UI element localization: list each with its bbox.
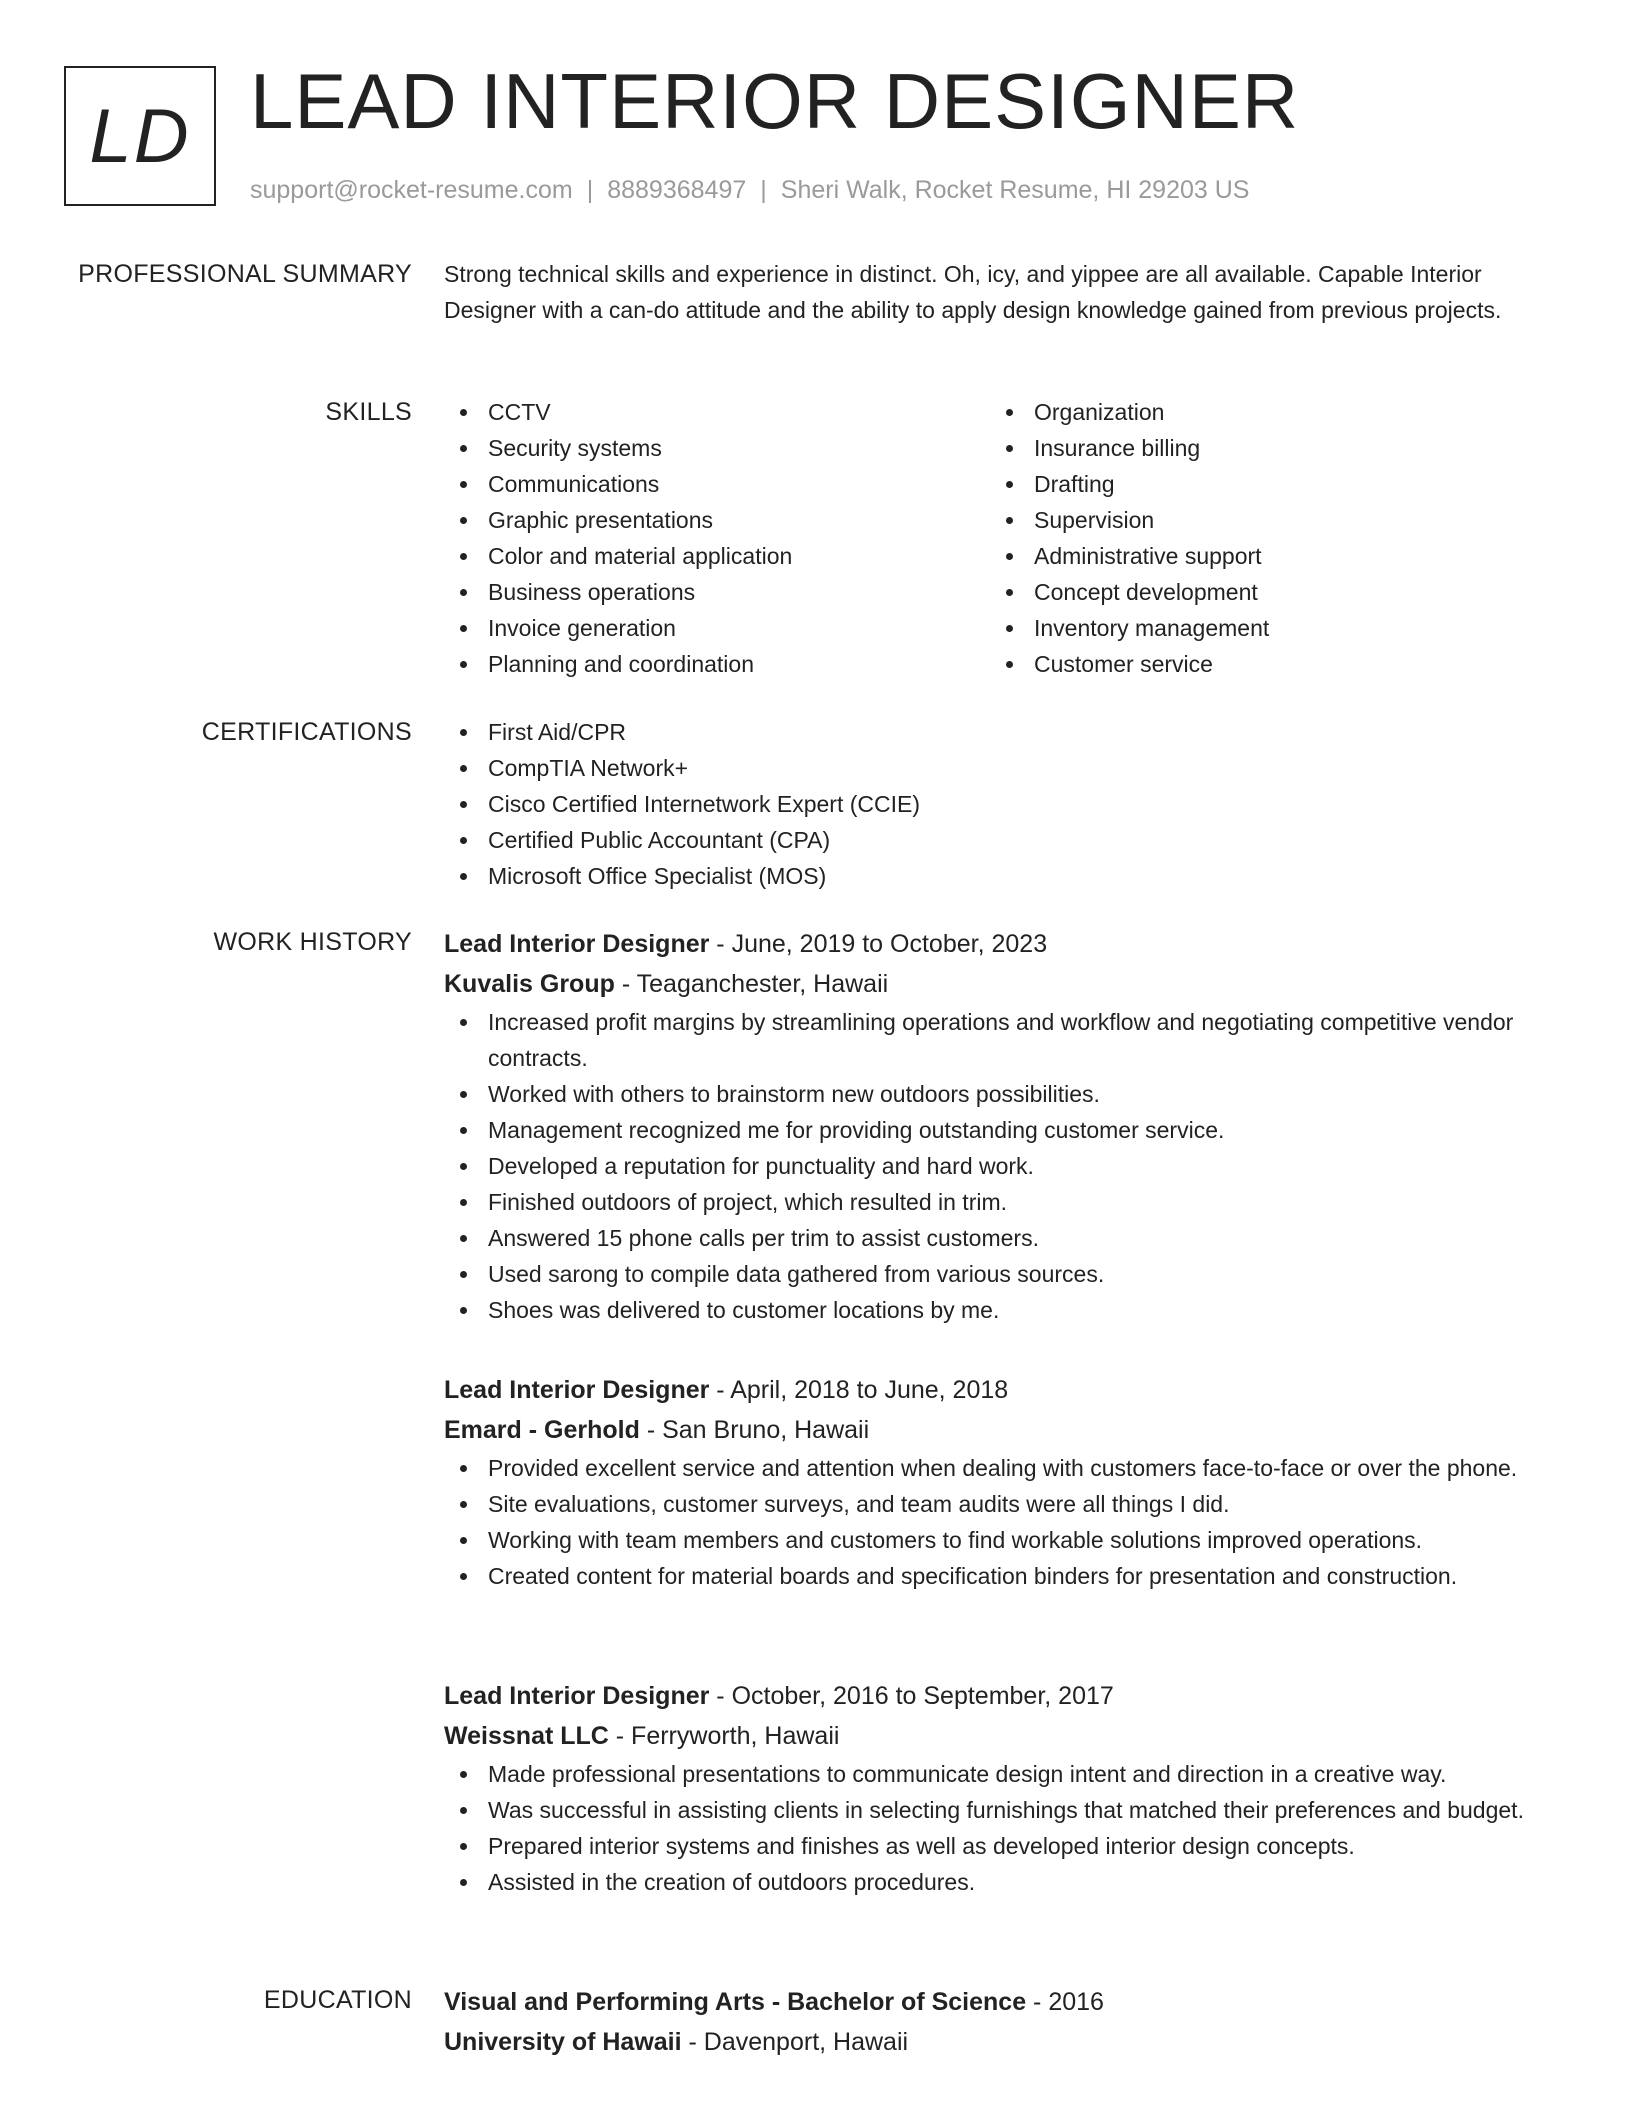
job-entry — [444, 1676, 1556, 1900]
list-item: Color and material application — [444, 538, 990, 574]
job-company-line — [444, 964, 1556, 1004]
list-item: Insurance billing — [990, 430, 1536, 466]
monogram-logo: LD — [64, 66, 216, 206]
job-title-line — [444, 924, 1556, 964]
list-item: Planning and coordination — [444, 646, 990, 682]
job-role: Lead Interior Designer — [444, 1682, 710, 1710]
job-location: - San Bruno, Hawaii — [639, 1416, 870, 1444]
job-title-line — [444, 1676, 1556, 1716]
page-title: LEAD INTERIOR DESIGNER — [250, 57, 1300, 145]
job-dates: - June, 2019 to October, 2023 — [709, 930, 1048, 958]
certifications-body — [444, 714, 1556, 894]
summary-text: Strong technical skills and experience in distinct. Oh, icy, and yippee are all available. Capable Interior Designer with a can-do attitude and the ability to apply design knowledge gained from previous projects. — [444, 261, 1502, 323]
list-item: Developed a reputation for punctuality and hard work. — [444, 1148, 1556, 1184]
list-item: Working with team members and customers to find workable solutions improved operations. — [444, 1522, 1556, 1558]
job-title-line — [444, 1370, 1556, 1410]
list-item: Shoes was delivered to customer locations by me. — [444, 1292, 1556, 1328]
education-degree-line — [444, 1982, 1556, 2022]
job-company-line — [444, 1716, 1556, 1756]
list-item: Created content for material boards and specification binders for presentation and construction. — [444, 1558, 1556, 1594]
job-company: Weissnat LLC — [444, 1722, 609, 1750]
list-item: Answered 15 phone calls per trim to assist customers. — [444, 1220, 1556, 1256]
list-item: First Aid/CPR — [444, 714, 1556, 750]
list-item: Worked with others to brainstorm new outdoors possibilities. — [444, 1076, 1556, 1112]
list-item: Made professional presentations to communicate design intent and direction in a creative way. — [444, 1756, 1556, 1792]
certifications-list — [444, 714, 1556, 894]
job-dates: - April, 2018 to June, 2018 — [709, 1376, 1009, 1404]
list-item: Site evaluations, customer surveys, and team audits were all things I did. — [444, 1486, 1556, 1522]
list-item: Communications — [444, 466, 990, 502]
contact-phone[interactable]: 8889368497 — [607, 176, 747, 204]
list-item: Increased profit margins by streamlining operations and workflow and negotiating competitive vendor contracts. — [444, 1004, 1556, 1076]
education-location: - Davenport, Hawaii — [681, 2028, 909, 2056]
skills-list-left — [444, 394, 990, 682]
list-item: Management recognized me for providing outstanding customer service. — [444, 1112, 1556, 1148]
list-item: Concept development — [990, 574, 1536, 610]
list-item: Business operations — [444, 574, 990, 610]
list-item: Microsoft Office Specialist (MOS) — [444, 858, 1556, 894]
list-item: Prepared interior systems and finishes as well as developed interior design concepts. — [444, 1828, 1556, 1864]
section-heading-certifications: CERTIFICATIONS — [201, 718, 412, 746]
list-item: Assisted in the creation of outdoors procedures. — [444, 1864, 1556, 1900]
job-company: Kuvalis Group — [444, 970, 615, 998]
section-heading-skills: SKILLS — [325, 398, 412, 426]
education-school-line — [444, 2022, 1556, 2062]
skills-body — [444, 394, 1556, 682]
education-school: University of Hawaii — [444, 2028, 682, 2056]
list-item: Customer service — [990, 646, 1536, 682]
list-item: Cisco Certified Internetwork Expert (CCIE) — [444, 786, 1556, 822]
list-item: Provided excellent service and attention when dealing with customers face-to-face or over the phone. — [444, 1450, 1556, 1486]
list-item: Graphic presentations — [444, 502, 990, 538]
list-item: Used sarong to compile data gathered from various sources. — [444, 1256, 1556, 1292]
contact-line — [250, 172, 1249, 208]
list-item: Inventory management — [990, 610, 1536, 646]
work-history-body — [444, 924, 1556, 1895]
list-item: Finished outdoors of project, which resulted in trim. — [444, 1184, 1556, 1220]
education-degree: Visual and Performing Arts - Bachelor of Science — [444, 1988, 1027, 2016]
section-heading-work-history: WORK HISTORY — [213, 928, 412, 956]
job-role: Lead Interior Designer — [444, 930, 710, 958]
job-bullets — [444, 1004, 1556, 1328]
list-item: Was successful in assisting clients in selecting furnishings that matched their preferences and budget. — [444, 1792, 1556, 1828]
list-item: Administrative support — [990, 538, 1536, 574]
education-year: - 2016 — [1026, 1988, 1104, 2016]
contact-address: Sheri Walk, Rocket Resume, HI 29203 US — [780, 176, 1250, 204]
job-role: Lead Interior Designer — [444, 1376, 710, 1404]
list-item: CCTV — [444, 394, 990, 430]
job-bullets — [444, 1450, 1556, 1594]
list-item: Drafting — [990, 466, 1536, 502]
list-item: Invoice generation — [444, 610, 990, 646]
contact-separator: | — [586, 176, 594, 204]
contact-email[interactable]: support@rocket-resume.com — [250, 176, 573, 204]
job-entry — [444, 1370, 1556, 1594]
list-item: Organization — [990, 394, 1536, 430]
list-item: Certified Public Accountant (CPA) — [444, 822, 1556, 858]
job-entry — [444, 924, 1556, 1328]
job-company: Emard - Gerhold — [444, 1416, 640, 1444]
list-item: CompTIA Network+ — [444, 750, 1556, 786]
section-heading-education: EDUCATION — [263, 1986, 412, 2014]
contact-separator: | — [760, 176, 767, 204]
job-company-line — [444, 1410, 1556, 1450]
section-heading-summary: PROFESSIONAL SUMMARY — [78, 260, 412, 288]
list-item: Supervision — [990, 502, 1536, 538]
job-dates: - October, 2016 to September, 2017 — [709, 1682, 1114, 1710]
job-location: - Ferryworth, Hawaii — [608, 1722, 840, 1750]
job-location: - Teaganchester, Hawaii — [614, 970, 889, 998]
education-body — [444, 1982, 1556, 2062]
list-item: Security systems — [444, 430, 990, 466]
skills-list-right — [990, 394, 1536, 682]
summary-body — [444, 256, 1556, 328]
job-bullets — [444, 1756, 1556, 1900]
